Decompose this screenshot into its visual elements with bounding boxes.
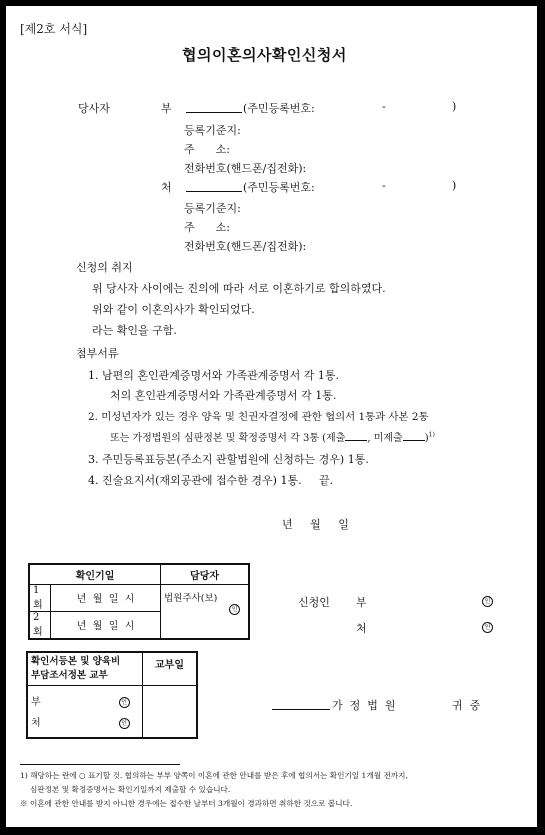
footnote-ref: 1) xyxy=(428,431,435,439)
purpose-line-1: 위 당사자 사이에는 진의에 따라 서로 이혼하기로 합의하였다. xyxy=(92,282,386,295)
applicant-husband-seal-icon[interactable]: 인 xyxy=(482,596,493,607)
husband-label: 부 xyxy=(161,102,172,115)
wife-phone-label: 전화번호(핸드폰/집전화): xyxy=(184,240,307,253)
applicant-label: 신청인 xyxy=(298,596,330,609)
wife-rrn-label: (주민등록번호: xyxy=(243,181,315,194)
footnote-1-line-1: 1) 해당하는 란에 ○ 표기할 것. 협의하는 부부 양쪽이 이혼에 관한 안내를 받은 후에 협의서는 확인기일 1개월 전까지, xyxy=(20,771,408,780)
purpose-line-3: 라는 확인을 구함. xyxy=(92,324,177,337)
applicant-wife-label: 처 xyxy=(356,622,367,635)
wife-label: 처 xyxy=(161,181,172,194)
confirm-row2-label: 2회 xyxy=(29,611,51,639)
wife-domicile-label: 등록기준지: xyxy=(184,202,241,215)
confirm-row1-date[interactable]: 년 월 일 시 xyxy=(51,584,161,611)
applicant-husband-label: 부 xyxy=(356,596,367,609)
delivery-header-line2: 부담조서정본 교부 xyxy=(31,669,108,681)
court-name-field[interactable] xyxy=(272,699,330,710)
court-name: 가 정 법 원 xyxy=(332,699,396,712)
wife-rrn-close: ) xyxy=(452,179,457,192)
attachment-item-1a: 1. 남편의 혼인관계증명서와 가족관계증명서 각 1통. xyxy=(88,369,339,382)
not-submitted-mark-field[interactable] xyxy=(403,430,425,441)
attachment-item-2b xyxy=(110,429,435,444)
attachment-item-4: 4. 진술요지서(재외공관에 접수한 경우) 1통. 끝. xyxy=(88,474,334,487)
attachment-item-2b-close: ) xyxy=(424,433,429,444)
wife-name-field[interactable] xyxy=(186,181,242,192)
parties-label: 당사자 xyxy=(78,102,110,115)
delivery-header-line1: 확인서등본 및 양육비 xyxy=(31,655,121,667)
wife-address-label: 주 소: xyxy=(184,221,230,234)
attachment-item-2b-mid: , 미제출 xyxy=(367,433,403,444)
delivery-date-field[interactable] xyxy=(143,685,198,738)
footnote-1-line-2: 심판정본 및 확정증명서는 확인기일까지 제출할 수 있습니다. xyxy=(30,785,231,794)
delivery-husband-label: 부 xyxy=(31,696,41,708)
delivery-wife-label: 처 xyxy=(31,717,41,729)
attachment-item-1b: 처의 혼인관계증명서와 가족관계증명서 각 1통. xyxy=(110,389,337,402)
form-code: [제2호 서식] xyxy=(20,22,88,36)
officer-title: 법원주사(보) xyxy=(164,592,218,604)
delivery-header xyxy=(27,652,143,685)
delivery-wife-seal-icon[interactable]: 인 xyxy=(119,718,130,729)
confirm-officer-header: 담당자 xyxy=(161,564,249,584)
application-date: 년 월 일 xyxy=(282,518,349,531)
attachment-item-2b-text: 또는 가정법원의 심판정본 및 확정증명서 각 3통 (제출 xyxy=(110,433,346,444)
page-title: 협의이혼의사확인신청서 xyxy=(182,46,347,64)
confirm-date-header: 확인기일 xyxy=(29,564,161,584)
husband-phone-label: 전화번호(핸드폰/집전화): xyxy=(184,162,307,175)
husband-name-field[interactable] xyxy=(186,102,242,113)
confirmation-date-table xyxy=(28,563,250,640)
attachment-item-3: 3. 주민등록표등본(주소지 관할법원에 신청하는 경우) 1통. xyxy=(88,453,369,466)
attachments-heading: 첨부서류 xyxy=(76,347,119,360)
husband-address-label: 주 소: xyxy=(184,143,230,156)
confirm-row1-label: 1회 xyxy=(29,584,51,611)
husband-rrn-dash: - xyxy=(382,100,386,113)
footnote-divider xyxy=(20,764,180,765)
form-page xyxy=(6,6,537,827)
delivery-husband-seal-icon[interactable]: 인 xyxy=(119,697,130,708)
husband-domicile-label: 등록기준지: xyxy=(184,124,241,137)
delivery-table xyxy=(26,651,198,739)
confirm-officer-cell[interactable] xyxy=(161,584,249,639)
delivery-date-header: 교부일 xyxy=(143,652,198,685)
husband-rrn-label: (주민등록번호: xyxy=(243,102,315,115)
applicant-wife-seal-icon[interactable]: 인 xyxy=(482,622,493,633)
purpose-heading: 신청의 취지 xyxy=(76,261,133,274)
wife-rrn-dash: - xyxy=(382,179,386,192)
officer-seal-icon: 인 xyxy=(229,604,240,615)
purpose-line-2: 위와 같이 이혼의사가 확인되었다. xyxy=(92,303,255,316)
delivery-recipients xyxy=(27,685,143,738)
submitted-mark-field[interactable] xyxy=(345,430,367,441)
attachment-item-2a: 2. 미성년자가 있는 경우 양육 및 친권자결정에 관한 협의서 1통과 사본 2통 xyxy=(88,411,429,423)
court-suffix: 귀 중 xyxy=(452,699,481,712)
footnote-2: ※ 이혼에 관한 안내를 받지 아니한 경우에는 접수한 날부터 3개월이 경과하면 취하한 것으로 봅니다. xyxy=(20,799,353,808)
husband-rrn-close: ) xyxy=(452,100,457,113)
confirm-row2-date[interactable]: 년 월 일 시 xyxy=(51,611,161,639)
